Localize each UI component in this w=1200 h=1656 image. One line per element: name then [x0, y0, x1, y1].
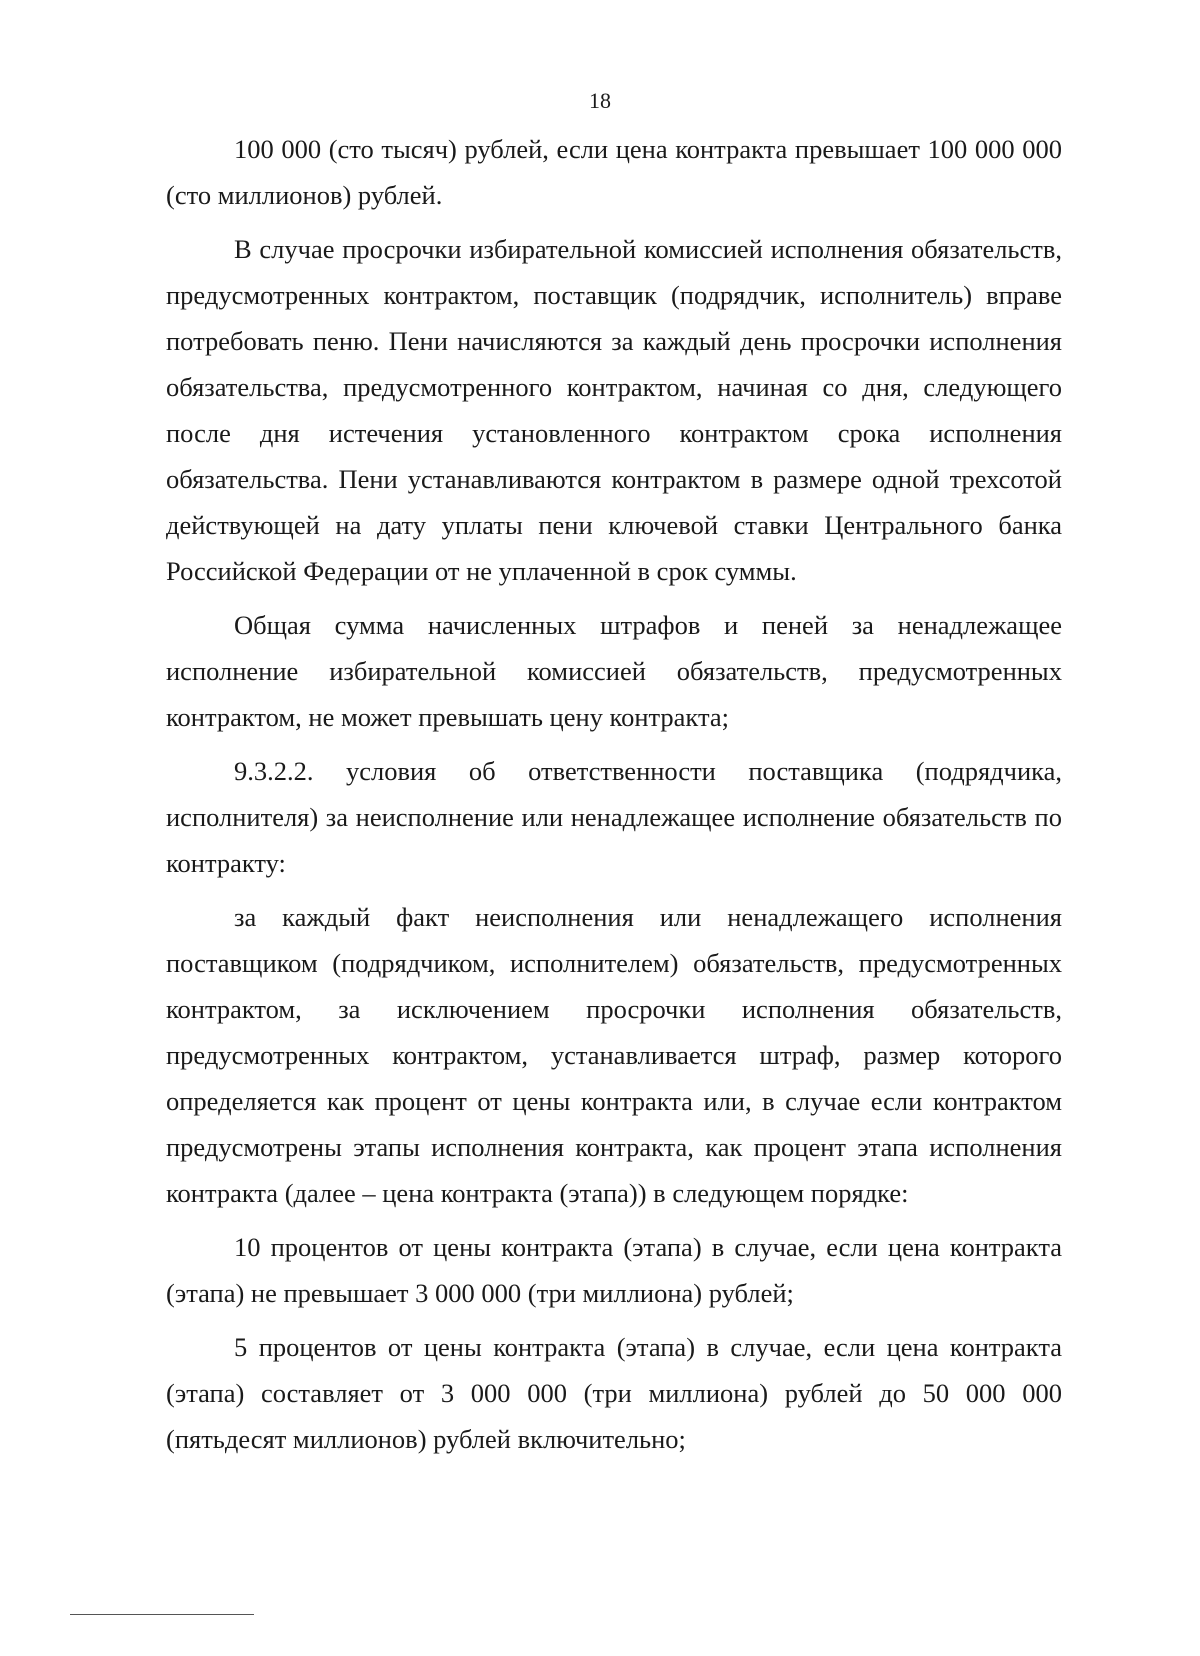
paragraph-fine-per-violation: за каждый факт неисполнения или ненадлежащего исполнения поставщиком (подрядчиком, исполнителем) обязательств, предусмотренных контрактом, за исключением просрочки исполнения обязательств, предусмотренных контрактом, устанавливается штраф, размер которого определяется как процент от цены контракта или, в случае если контрактом предусмотрены этапы исполнения контракта, как процент этапа исполнения контракта (далее – цена контракта (этапа)) в следующем порядке: [166, 902, 1062, 1208]
paragraph-penalty-commission-delay: В случае просрочки избирательной комиссией исполнения обязательств, предусмотренных контрактом, поставщик (подрядчик, исполнитель) вправе потребовать пеню. Пени начисляются за каждый день просрочки исполнения обязательства, предусмотренного контрактом, начиная со дня, следующего после дня истечения установленного контрактом срока исполнения обязательства. Пени устанавливаются контрактом в размере одной трехсотой действующей на дату уплаты пени ключевой ставки Центрального банка Российской Федерации от не уплаченной в срок суммы. [166, 234, 1062, 586]
footnote-rule [70, 1614, 254, 1615]
paragraph-fine-5-percent: 5 процентов от цены контракта (этапа) в случае, если цена контракта (этапа) составляет от 3 000 000 (три миллиона) рублей до 50 000 000 (пятьдесят миллионов) рублей включительно; [166, 1332, 1062, 1454]
paragraph-total-penalties-limit: Общая сумма начисленных штрафов и пеней за ненадлежащее исполнение избирательной комиссией обязательств, предусмотренных контрактом, не может превышать цену контракта; [166, 610, 1062, 732]
paragraph-clause-9-3-2-2: 9.3.2.2. условия об ответственности поставщика (подрядчика, исполнителя) за неисполнение или ненадлежащее исполнение обязательств по контракту: [166, 756, 1062, 878]
paragraph-fine-over-100m: 100 000 (сто тысяч) рублей, если цена контракта превышает 100 000 000 (сто миллионов) рублей. [166, 134, 1062, 210]
document-body [166, 126, 1062, 1470]
paragraph-fine-10-percent: 10 процентов от цены контракта (этапа) в случае, если цена контракта (этапа) не превышает 3 000 000 (три миллиона) рублей; [166, 1232, 1062, 1308]
page-number: 18 [589, 88, 611, 113]
